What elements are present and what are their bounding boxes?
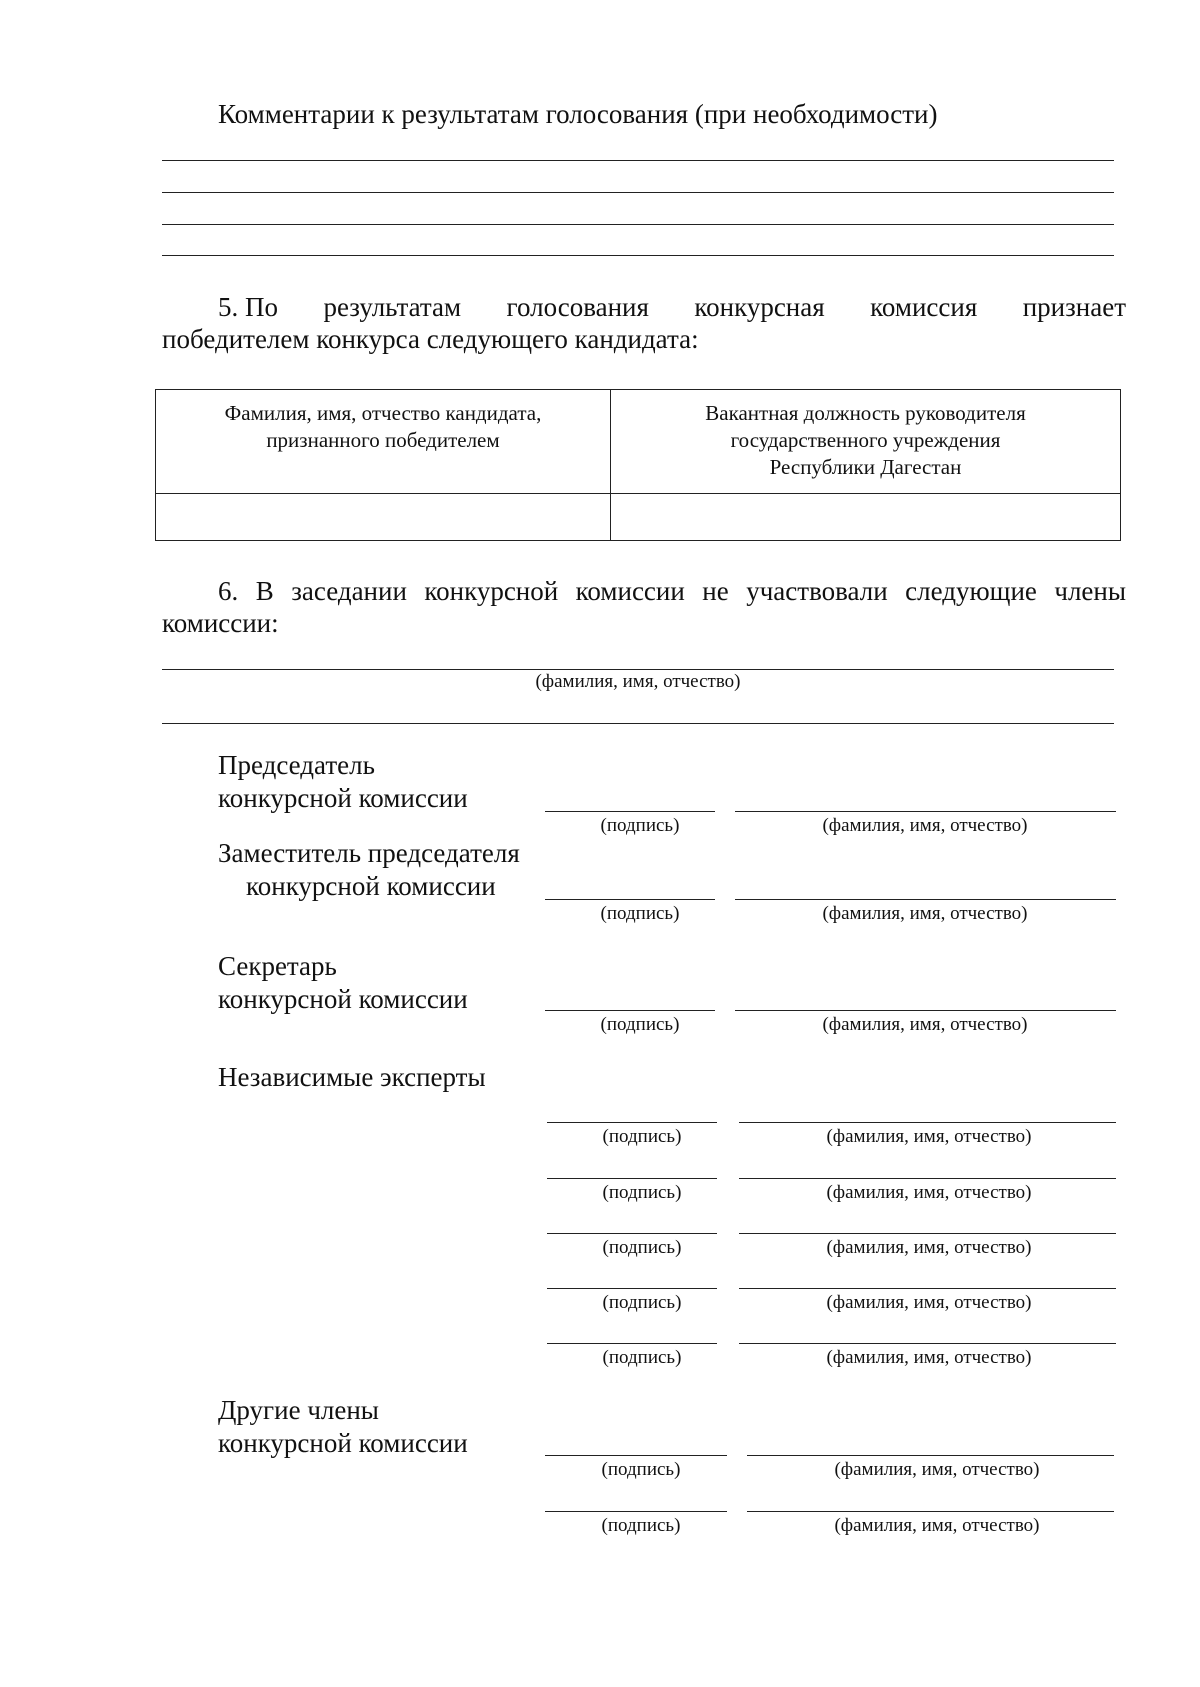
- header-candidate-name: [156, 390, 611, 494]
- absent-members-line: [162, 669, 1114, 670]
- header-text: Республики Дагестан: [769, 455, 962, 479]
- signature-line: [545, 1010, 715, 1011]
- fio-line: [739, 1122, 1116, 1123]
- comment-line: [162, 224, 1114, 225]
- sign-caption: (подпись): [600, 815, 680, 836]
- sign-caption: (подпись): [600, 903, 680, 924]
- comment-line: [162, 192, 1114, 193]
- fio-line: [739, 1233, 1116, 1234]
- secretary-label-2: конкурсной комиссии: [218, 984, 468, 1014]
- fio-caption: (фамилия, имя, отчество): [826, 1237, 1032, 1258]
- deputy-label-1: Заместитель председателя: [218, 838, 520, 868]
- section5-word: комиссия: [870, 292, 978, 322]
- section6-line2: комиссии:: [162, 608, 279, 638]
- others-label-2: конкурсной комиссии: [218, 1428, 468, 1458]
- signature-line: [547, 1233, 717, 1234]
- fio-line: [735, 899, 1116, 900]
- signature-line: [547, 1288, 717, 1289]
- fio-caption: (фамилия, имя, отчество): [826, 1126, 1032, 1147]
- section5-word: голосования: [506, 292, 649, 322]
- section5-line1: [218, 291, 1126, 323]
- section5-word: результатам: [323, 292, 462, 322]
- header-text: признанного победителем: [266, 428, 500, 452]
- experts-label: Независимые эксперты: [218, 1062, 486, 1092]
- fio-caption: (фамилия, имя, отчество): [822, 815, 1028, 836]
- section5-word: конкурсная: [694, 292, 825, 322]
- fio-line: [735, 1010, 1116, 1011]
- sign-caption: (подпись): [602, 1292, 682, 1313]
- fio-caption: (фамилия, имя, отчество): [822, 903, 1028, 924]
- signature-line: [545, 899, 715, 900]
- section5-line2: победителем конкурса следующего кандидата:: [162, 324, 699, 354]
- sign-caption: (подпись): [602, 1237, 682, 1258]
- section5-word: 5. По: [218, 292, 278, 322]
- fio-line: [747, 1455, 1114, 1456]
- header-text: Фамилия, имя, отчество кандидата,: [224, 401, 542, 425]
- sign-caption: (подпись): [602, 1126, 682, 1147]
- chairman-label-1: Председатель: [218, 750, 375, 780]
- sign-caption: (подпись): [601, 1459, 681, 1480]
- signature-line: [547, 1178, 717, 1179]
- sign-caption: (подпись): [601, 1515, 681, 1536]
- table-row: [156, 494, 1121, 541]
- winner-table: [155, 389, 1121, 541]
- sign-caption: (подпись): [600, 1014, 680, 1035]
- signature-line: [545, 1511, 727, 1512]
- fio-line: [739, 1343, 1116, 1344]
- comment-line: [162, 160, 1114, 161]
- fio-line: [739, 1178, 1116, 1179]
- absent-fio-caption: (фамилия, имя, отчество): [535, 671, 741, 692]
- absent-members-line: [162, 723, 1114, 724]
- fio-caption: (фамилия, имя, отчество): [826, 1347, 1032, 1368]
- secretary-label-1: Секретарь: [218, 951, 337, 981]
- header-text: государственного учреждения: [730, 428, 1001, 452]
- signature-line: [545, 1455, 727, 1456]
- fio-caption: (фамилия, имя, отчество): [826, 1292, 1032, 1313]
- fio-caption: (фамилия, имя, отчество): [834, 1459, 1040, 1480]
- sign-caption: (подпись): [602, 1347, 682, 1368]
- fio-caption: (фамилия, имя, отчество): [822, 1014, 1028, 1035]
- fio-line: [735, 811, 1116, 812]
- fio-caption: (фамилия, имя, отчество): [826, 1182, 1032, 1203]
- fio-caption: (фамилия, имя, отчество): [834, 1515, 1040, 1536]
- chairman-label-2: конкурсной комиссии: [218, 783, 468, 813]
- signature-line: [545, 811, 715, 812]
- others-label-1: Другие члены: [218, 1395, 379, 1425]
- section5-word: признает: [1022, 292, 1126, 322]
- comment-line: [162, 255, 1114, 256]
- signature-line: [547, 1343, 717, 1344]
- sign-caption: (подпись): [602, 1182, 682, 1203]
- cell-candidate-name: [156, 494, 611, 541]
- table-header-row: [156, 390, 1121, 494]
- deputy-label-2: конкурсной комиссии: [246, 871, 496, 901]
- signature-line: [547, 1122, 717, 1123]
- fio-line: [739, 1288, 1116, 1289]
- section6-line1: 6. В заседании конкурсной комиссии не участвовали следующие члены: [218, 576, 1126, 606]
- header-text: Вакантная должность руководителя: [705, 401, 1026, 425]
- cell-vacant-position: [611, 494, 1121, 541]
- comments-heading: Комментарии к результатам голосования (при необходимости): [218, 99, 938, 129]
- header-vacant-position: [611, 390, 1121, 494]
- fio-line: [747, 1511, 1114, 1512]
